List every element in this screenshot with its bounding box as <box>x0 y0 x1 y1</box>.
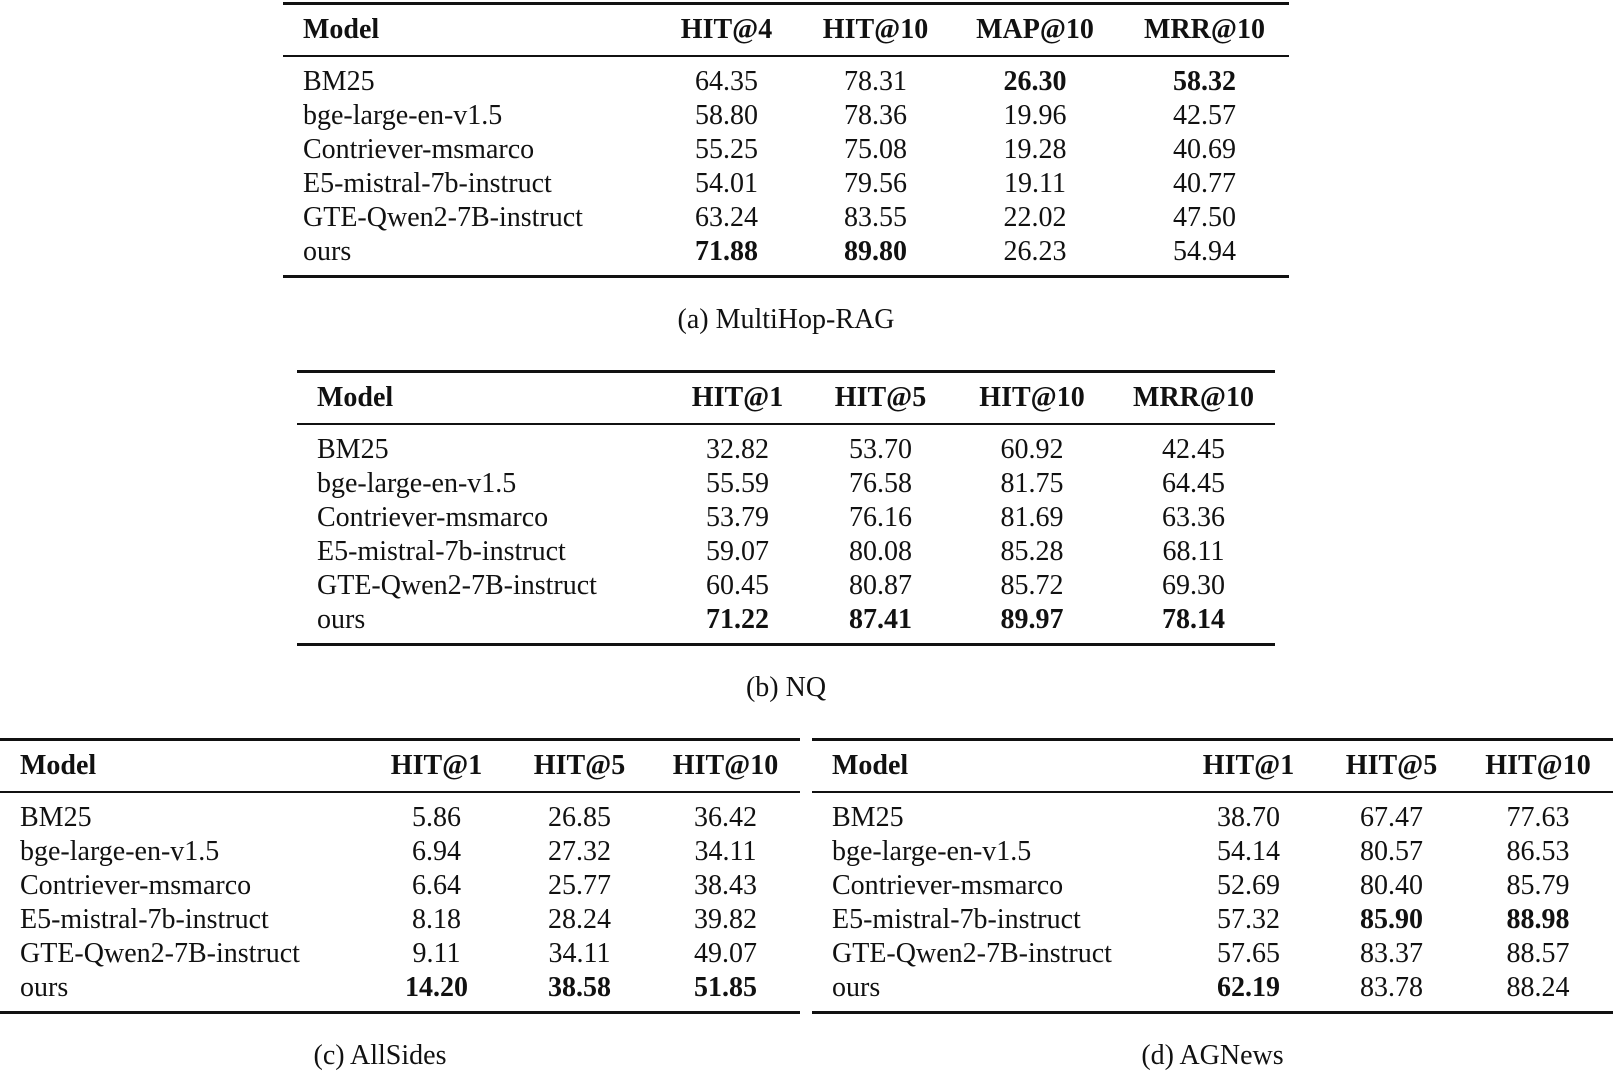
metric-value-cell: 14.20 <box>405 972 468 1003</box>
metric-value-cell: 58.80 <box>695 100 758 131</box>
metric-value-cell: 80.40 <box>1360 870 1423 901</box>
metric-value-cell: 76.16 <box>849 502 912 533</box>
metric-value-cell: 81.75 <box>1000 468 1064 499</box>
metric-value-cell: 52.69 <box>1217 870 1280 901</box>
metric-value-cell: 76.58 <box>849 468 912 499</box>
table-row <box>283 56 1289 99</box>
table-row <box>0 835 800 869</box>
column-header-metric: HIT@5 <box>508 740 651 793</box>
metric-value-cell: 79.56 <box>844 168 907 199</box>
metric-value-cell: 55.25 <box>695 134 758 165</box>
metric-value-cell: 75.08 <box>844 134 907 165</box>
metric-value-cell: 42.57 <box>1173 100 1236 131</box>
table-row <box>297 535 1275 569</box>
column-header-model: Model <box>283 4 652 57</box>
model-name-cell: GTE-Qwen2-7B-instruct <box>317 570 597 601</box>
metric-value-cell: 51.85 <box>694 972 757 1003</box>
model-name-cell: GTE-Qwen2-7B-instruct <box>20 938 300 969</box>
metric-value-cell: 88.57 <box>1506 938 1570 969</box>
metric-value-cell: 36.42 <box>694 802 757 833</box>
metric-value-cell: 9.11 <box>412 938 461 969</box>
metric-value-cell: 5.86 <box>412 802 461 833</box>
table-row <box>283 133 1289 167</box>
column-header-metric: MRR@10 <box>1112 372 1275 425</box>
column-header-metric: MRR@10 <box>1120 4 1289 57</box>
metric-value-cell: 80.87 <box>849 570 912 601</box>
metric-value-cell: 80.57 <box>1360 836 1423 867</box>
metric-value-cell: 78.36 <box>844 100 907 131</box>
metric-value-cell: 80.08 <box>849 536 912 567</box>
metric-value-cell: 62.19 <box>1217 972 1280 1003</box>
metric-value-cell: 60.92 <box>1000 434 1064 465</box>
multihop-rag-table <box>283 2 1289 278</box>
table-row <box>283 99 1289 133</box>
metric-value-cell: 22.02 <box>1003 202 1067 233</box>
metric-value-cell: 53.70 <box>849 434 912 465</box>
metric-value-cell: 32.82 <box>706 434 769 465</box>
table-header-row <box>812 740 1613 793</box>
metric-value-cell: 81.69 <box>1000 502 1064 533</box>
table-caption: (a) MultiHop-RAG <box>677 304 895 335</box>
column-header-model: Model <box>0 740 365 793</box>
metric-value-cell: 71.88 <box>695 236 758 267</box>
model-name-cell: BM25 <box>303 66 375 97</box>
metric-value-cell: 19.96 <box>1003 100 1067 131</box>
model-name-cell: Contriever-msmarco <box>303 134 535 165</box>
metric-value-cell: 6.64 <box>412 870 461 901</box>
allsides-table <box>0 738 800 1014</box>
metric-value-cell: 54.14 <box>1217 836 1280 867</box>
metric-value-cell: 38.43 <box>694 870 757 901</box>
table-row <box>0 971 800 1013</box>
metric-value-cell: 40.77 <box>1173 168 1236 199</box>
table-row <box>0 792 800 835</box>
metric-value-cell: 40.69 <box>1173 134 1236 165</box>
agnews-table <box>812 738 1613 1014</box>
metric-value-cell: 88.98 <box>1506 904 1570 935</box>
table-caption: (d) AGNews <box>1141 1040 1284 1071</box>
metric-value-cell: 49.07 <box>694 938 757 969</box>
model-name-cell: ours <box>317 604 366 635</box>
table-header-row <box>283 4 1289 57</box>
metric-value-cell: 42.45 <box>1162 434 1225 465</box>
metric-value-cell: 63.36 <box>1162 502 1225 533</box>
metric-value-cell: 83.37 <box>1360 938 1423 969</box>
metric-value-cell: 67.47 <box>1360 802 1423 833</box>
model-name-cell: bge-large-en-v1.5 <box>832 836 1032 867</box>
metric-value-cell: 38.58 <box>548 972 611 1003</box>
metric-value-cell: 19.11 <box>1004 168 1066 199</box>
nq-table <box>297 370 1275 646</box>
column-header-metric: HIT@4 <box>652 4 801 57</box>
table-row <box>297 569 1275 603</box>
table-row <box>297 603 1275 645</box>
table-row <box>0 869 800 903</box>
metric-value-cell: 34.11 <box>694 836 757 867</box>
metric-value-cell: 28.24 <box>548 904 611 935</box>
table-row <box>812 869 1613 903</box>
metric-value-cell: 78.14 <box>1162 604 1225 635</box>
metric-value-cell: 83.78 <box>1360 972 1423 1003</box>
model-name-cell: E5-mistral-7b-instruct <box>20 904 269 935</box>
metric-value-cell: 54.94 <box>1173 236 1236 267</box>
table-row <box>812 903 1613 937</box>
table-row <box>297 467 1275 501</box>
model-name-cell: BM25 <box>20 802 92 833</box>
model-name-cell: Contriever-msmarco <box>317 502 549 533</box>
metric-value-cell: 8.18 <box>412 904 461 935</box>
table-caption: (c) AllSides <box>313 1040 447 1071</box>
model-name-cell: bge-large-en-v1.5 <box>317 468 517 499</box>
column-header-metric: HIT@1 <box>1177 740 1320 793</box>
model-name-cell: E5-mistral-7b-instruct <box>317 536 566 567</box>
column-header-metric: HIT@10 <box>952 372 1112 425</box>
metric-value-cell: 57.32 <box>1217 904 1280 935</box>
metric-value-cell: 63.24 <box>695 202 758 233</box>
table-row <box>812 835 1613 869</box>
metric-value-cell: 86.53 <box>1506 836 1570 867</box>
metric-value-cell: 64.45 <box>1162 468 1225 499</box>
metric-value-cell: 68.11 <box>1162 536 1225 567</box>
table-row <box>297 424 1275 467</box>
table-row <box>283 235 1289 277</box>
table-row <box>812 971 1613 1013</box>
metric-value-cell: 38.70 <box>1217 802 1280 833</box>
model-name-cell: ours <box>303 236 352 267</box>
metric-value-cell: 83.55 <box>844 202 907 233</box>
column-header-metric: HIT@1 <box>666 372 809 425</box>
metric-value-cell: 39.82 <box>694 904 757 935</box>
metric-value-cell: 57.65 <box>1217 938 1280 969</box>
metric-value-cell: 60.45 <box>706 570 769 601</box>
model-name-cell: ours <box>20 972 69 1003</box>
metric-value-cell: 19.28 <box>1003 134 1067 165</box>
column-header-model: Model <box>812 740 1177 793</box>
table-row <box>0 903 800 937</box>
model-name-cell: Contriever-msmarco <box>20 870 252 901</box>
column-header-metric: HIT@10 <box>651 740 800 793</box>
metric-value-cell: 89.80 <box>844 236 907 267</box>
metric-value-cell: 34.11 <box>548 938 611 969</box>
column-header-metric: HIT@5 <box>809 372 952 425</box>
metric-value-cell: 89.97 <box>1000 604 1064 635</box>
metric-value-cell: 26.23 <box>1003 236 1067 267</box>
metric-value-cell: 59.07 <box>706 536 769 567</box>
metric-value-cell: 64.35 <box>695 66 758 97</box>
metric-value-cell: 58.32 <box>1173 66 1236 97</box>
column-header-metric: HIT@5 <box>1320 740 1463 793</box>
model-name-cell: BM25 <box>317 434 389 465</box>
column-header-metric: HIT@10 <box>801 4 950 57</box>
model-name-cell: bge-large-en-v1.5 <box>20 836 220 867</box>
table-row <box>812 937 1613 971</box>
metric-value-cell: 25.77 <box>548 870 611 901</box>
metric-value-cell: 85.72 <box>1000 570 1064 601</box>
column-header-metric: HIT@10 <box>1463 740 1613 793</box>
model-name-cell: bge-large-en-v1.5 <box>303 100 503 131</box>
table-header-row <box>0 740 800 793</box>
table-header-row <box>297 372 1275 425</box>
model-name-cell: GTE-Qwen2-7B-instruct <box>832 938 1112 969</box>
column-header-metric: MAP@10 <box>950 4 1120 57</box>
metric-value-cell: 88.24 <box>1506 972 1570 1003</box>
column-header-metric: HIT@1 <box>365 740 508 793</box>
metric-value-cell: 85.79 <box>1506 870 1570 901</box>
metric-value-cell: 6.94 <box>412 836 461 867</box>
metric-value-cell: 77.63 <box>1506 802 1570 833</box>
metric-value-cell: 54.01 <box>695 168 758 199</box>
model-name-cell: Contriever-msmarco <box>832 870 1064 901</box>
metric-value-cell: 53.79 <box>706 502 769 533</box>
metric-value-cell: 55.59 <box>706 468 769 499</box>
model-name-cell: BM25 <box>832 802 904 833</box>
table-row <box>297 501 1275 535</box>
model-name-cell: GTE-Qwen2-7B-instruct <box>303 202 583 233</box>
model-name-cell: ours <box>832 972 881 1003</box>
table-caption: (b) NQ <box>745 672 827 703</box>
metric-value-cell: 47.50 <box>1173 202 1236 233</box>
metric-value-cell: 27.32 <box>548 836 611 867</box>
table-row <box>812 792 1613 835</box>
metric-value-cell: 26.30 <box>1003 66 1067 97</box>
metric-value-cell: 85.28 <box>1000 536 1064 567</box>
table-row <box>283 167 1289 201</box>
table-row <box>283 201 1289 235</box>
model-name-cell: E5-mistral-7b-instruct <box>832 904 1081 935</box>
metric-value-cell: 26.85 <box>548 802 611 833</box>
metric-value-cell: 85.90 <box>1360 904 1423 935</box>
metric-value-cell: 78.31 <box>844 66 907 97</box>
metric-value-cell: 87.41 <box>849 604 912 635</box>
column-header-model: Model <box>297 372 666 425</box>
table-row <box>0 937 800 971</box>
metric-value-cell: 71.22 <box>706 604 769 635</box>
model-name-cell: E5-mistral-7b-instruct <box>303 168 552 199</box>
metric-value-cell: 69.30 <box>1162 570 1225 601</box>
